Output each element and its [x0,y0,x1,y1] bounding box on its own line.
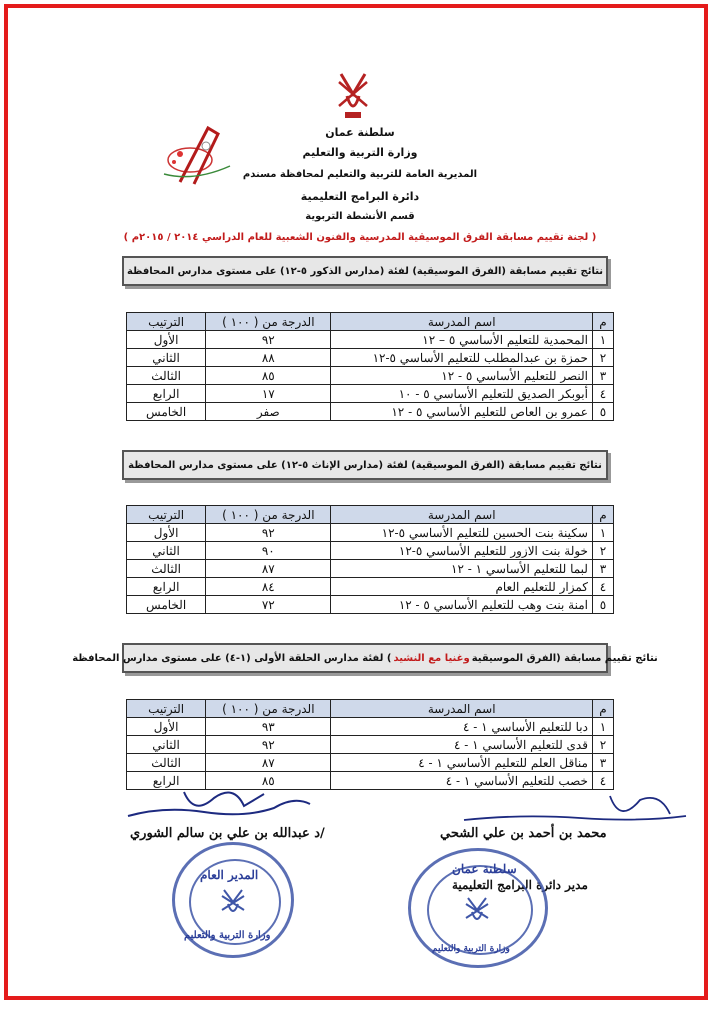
table-row [127,524,614,542]
row-school: لبما للتعليم الأساسي ١ - ١٢ [331,560,593,578]
header-ministry: وزارة التربية والتعليم [302,146,418,159]
table-row [127,736,614,754]
row-rank: الأول [127,524,206,542]
col-score-header: الدرجة من ( ١٠٠ ) [206,700,331,718]
table-header-row [127,313,614,331]
row-num: ٥ [592,596,613,614]
section-3-banner [72,643,658,673]
row-score: ٩٢ [206,524,331,542]
row-num: ٣ [592,560,613,578]
row-rank: الثالث [127,754,206,772]
committee-title: ( لجنة تقييم مسابقة الفرق الموسيقية المدرسية والفنون الشعبية للعام الدراسي ٢٠١٤ / ٢٠١٥م ) [123,232,597,243]
row-school: قدى للتعليم الأساسي ١ - ٤ [331,736,593,754]
header-department: دائرة البرامج التعليمية [300,190,420,203]
row-num: ٤ [592,578,613,596]
left-signatory-prefix: /د [314,826,325,841]
oman-emblem-icon [335,72,371,124]
row-rank: الأول [127,718,206,736]
row-num: ٢ [592,736,613,754]
row-score: ٨٧ [206,560,331,578]
row-num: ٢ [592,542,613,560]
row-rank: الثاني [127,349,206,367]
right-signature-icon [460,790,690,830]
col-score-header: الدرجة من ( ١٠٠ ) [206,506,331,524]
row-num: ٤ [592,385,613,403]
row-num: ٥ [592,403,613,421]
row-score: ٨٧ [206,754,331,772]
row-score: ٩٣ [206,718,331,736]
row-school: مناقل العلم للتعليم الأساسي ١ - ٤ [331,754,593,772]
col-school-header: اسم المدرسة [331,506,593,524]
row-num: ٣ [592,754,613,772]
row-num: ٢ [592,349,613,367]
row-score: ٩٢ [206,736,331,754]
row-rank: الخامس [127,403,206,421]
row-rank: الرابع [127,578,206,596]
row-rank: الثاني [127,736,206,754]
row-score: ٨٥ [206,772,331,790]
left-signatory-name [130,826,325,841]
section-2-table [126,505,614,614]
row-rank: الثاني [127,542,206,560]
header-directorate: المديرية العامة للتربية والتعليم لمحافظة مسندم [242,169,478,180]
row-school: أبوبكر الصديق للتعليم الأساسي ٥ - ١٠ [331,385,593,403]
row-num: ٤ [592,772,613,790]
section-1-table [126,312,614,421]
table-row [127,542,614,560]
table-header-row [127,506,614,524]
row-score: صفر [206,403,331,421]
row-score: ٩٢ [206,331,331,349]
row-school: امنة بنت وهب للتعليم الأساسي ٥ - ١٢ [331,596,593,614]
table-row [127,385,614,403]
col-rank-header: الترتيب [127,313,206,331]
row-rank: الرابع [127,385,206,403]
table-row [127,754,614,772]
col-rank-header: الترتيب [127,506,206,524]
table-row [127,596,614,614]
row-rank: الخامس [127,596,206,614]
col-num-header: م [592,700,613,718]
banner-text-start: نتائج تقييم مسابقة (الفرق الموسيقية [471,652,658,664]
row-rank: الثالث [127,560,206,578]
col-num-header: م [592,313,613,331]
row-rank: الرابع [127,772,206,790]
col-num-header: م [592,506,613,524]
row-school: خصب للتعليم الأساسي ١ - ٤ [331,772,593,790]
row-score: ٨٨ [206,349,331,367]
row-score: ١٧ [206,385,331,403]
header-country: سلطنة عمان [325,126,395,139]
row-num: ١ [592,524,613,542]
left-signature-icon [124,786,314,826]
table-row [127,349,614,367]
table-row [127,403,614,421]
row-school: عمرو بن العاص للتعليم الأساسي ٥ - ١٢ [331,403,593,421]
right-stamp-emblem-icon [464,896,490,926]
section-1-banner: نتائج تقييم مسابقة (الفرق الموسيقية) لفئة (مدارس الذكور ٥-١٢) على مستوى مدارس المحافظة [122,256,608,286]
header-section: قسم الأنشطة التربوية [305,211,415,222]
right-signatory-name: محمد بن أحمد بن علي الشحي [440,826,607,841]
table-header-row [127,700,614,718]
row-num: ١ [592,718,613,736]
row-school: خولة بنت الازور للتعليم الأساسي ٥-١٢ [331,542,593,560]
table-row [127,560,614,578]
section-2-banner: نتائج تقييم مسابقة (الفرق الموسيقية) لفئة (مدارس الإناث ٥-١٢) على مستوى مدارس المحافظة [122,450,608,480]
col-rank-header: الترتيب [127,700,206,718]
row-school: المحمدية للتعليم الأساسي ٥ – ١٢ [331,331,593,349]
section-3-table [126,699,614,790]
row-school: كمزار للتعليم العام [331,578,593,596]
left-stamp-title: المدير العام [200,868,259,882]
row-school: النصر للتعليم الأساسي ٥ - ١٢ [331,367,593,385]
row-score: ٨٤ [206,578,331,596]
row-score: ٧٢ [206,596,331,614]
row-school: حمزة بن عبدالمطلب للتعليم الأساسي ٥-١٢ [331,349,593,367]
row-school: دبا للتعليم الأساسي ١ - ٤ [331,718,593,736]
left-signatory-text: عبدالله بن علي بن سالم الشوري [130,826,310,841]
row-rank: الثالث [127,367,206,385]
left-stamp-emblem-icon [220,888,246,918]
col-school-header: اسم المدرسة [331,313,593,331]
left-stamp-ring-text: وزارة التربية والتعليم [184,930,271,941]
col-school-header: اسم المدرسة [331,700,593,718]
row-num: ٣ [592,367,613,385]
row-num: ١ [592,331,613,349]
row-score: ٩٠ [206,542,331,560]
right-stamp-ring-text: وزارة التربية والتعليم [432,944,510,954]
row-rank: الأول [127,331,206,349]
table-row [127,367,614,385]
table-row [127,578,614,596]
right-signatory-title: مدير دائرة البرامج التعليمية [452,878,588,892]
table-row [127,331,614,349]
table-row [127,718,614,736]
row-score: ٨٥ [206,367,331,385]
row-school: سكينة بنت الحسين للتعليم الأساسي ٥-١٢ [331,524,593,542]
banner-highlight: وغنيا مع النشيد [393,652,470,664]
banner-text-end: ) لفئة مدارس الحلقة الأولى (١-٤) على مستوى مدارس المحافظة [72,652,392,664]
col-score-header: الدرجة من ( ١٠٠ ) [206,313,331,331]
right-stamp-title: سلطنة عمان [452,862,517,876]
